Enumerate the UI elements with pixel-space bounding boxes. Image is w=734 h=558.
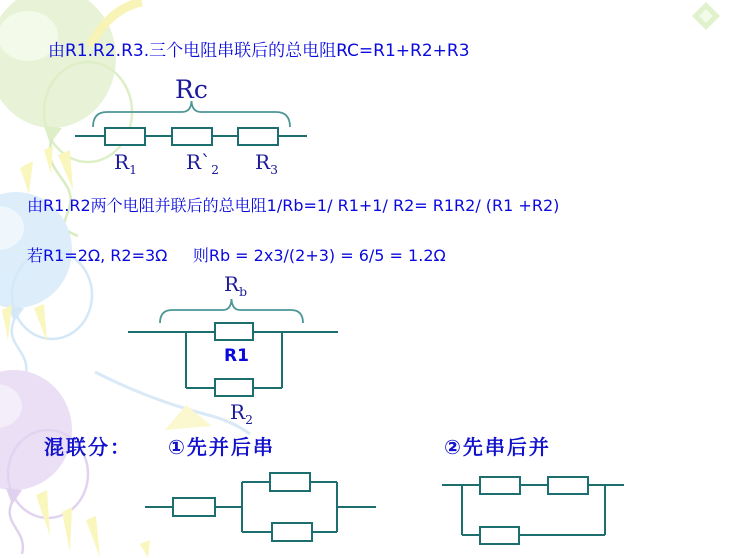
parallel-total-label: $R_b$ <box>224 272 247 299</box>
yellow-patch-icon <box>165 405 212 430</box>
case2-heading: ②先串后并 <box>444 435 551 459</box>
resistor2-label: $R`_2$ <box>186 150 219 177</box>
parallel-formula-text: 由R1.R2两个电阻并联后的总电阻1/Rb=1/ R1+1/ R2= R1R2/ (R1 +R2) <box>27 196 560 215</box>
purple-balloon-icon <box>0 370 88 554</box>
blue-balloon-icon <box>0 192 92 374</box>
green-diamond-icon <box>692 2 720 30</box>
parallel-branch2-label: $R_2$ <box>230 400 253 427</box>
series-total-label: Rc <box>175 75 208 104</box>
brace-icon <box>160 299 303 323</box>
mixed-connection-heading: 混联分： <box>44 435 132 459</box>
mixed-circuit1-diagram <box>142 468 380 546</box>
sun-rays-icon <box>20 146 73 194</box>
resistor3-label: $R_3$ <box>255 150 278 177</box>
parallel-branch1-label: R1 <box>224 346 249 366</box>
example-calculation-text: 若R1=2Ω, R2=3Ω 则Rb = 2x3/(2+3) = 6/5 = 1.2Ω <box>27 246 446 265</box>
case1-heading: ①先并后串 <box>168 435 275 459</box>
series-formula-text: 由R1.R2.R3.三个电阻串联后的总电阻RC=R1+R2+R3 <box>48 41 470 61</box>
resistor1-label: $R_1$ <box>114 150 137 177</box>
sun-rays-icon <box>36 490 150 558</box>
mixed-circuit2-diagram <box>438 468 633 546</box>
